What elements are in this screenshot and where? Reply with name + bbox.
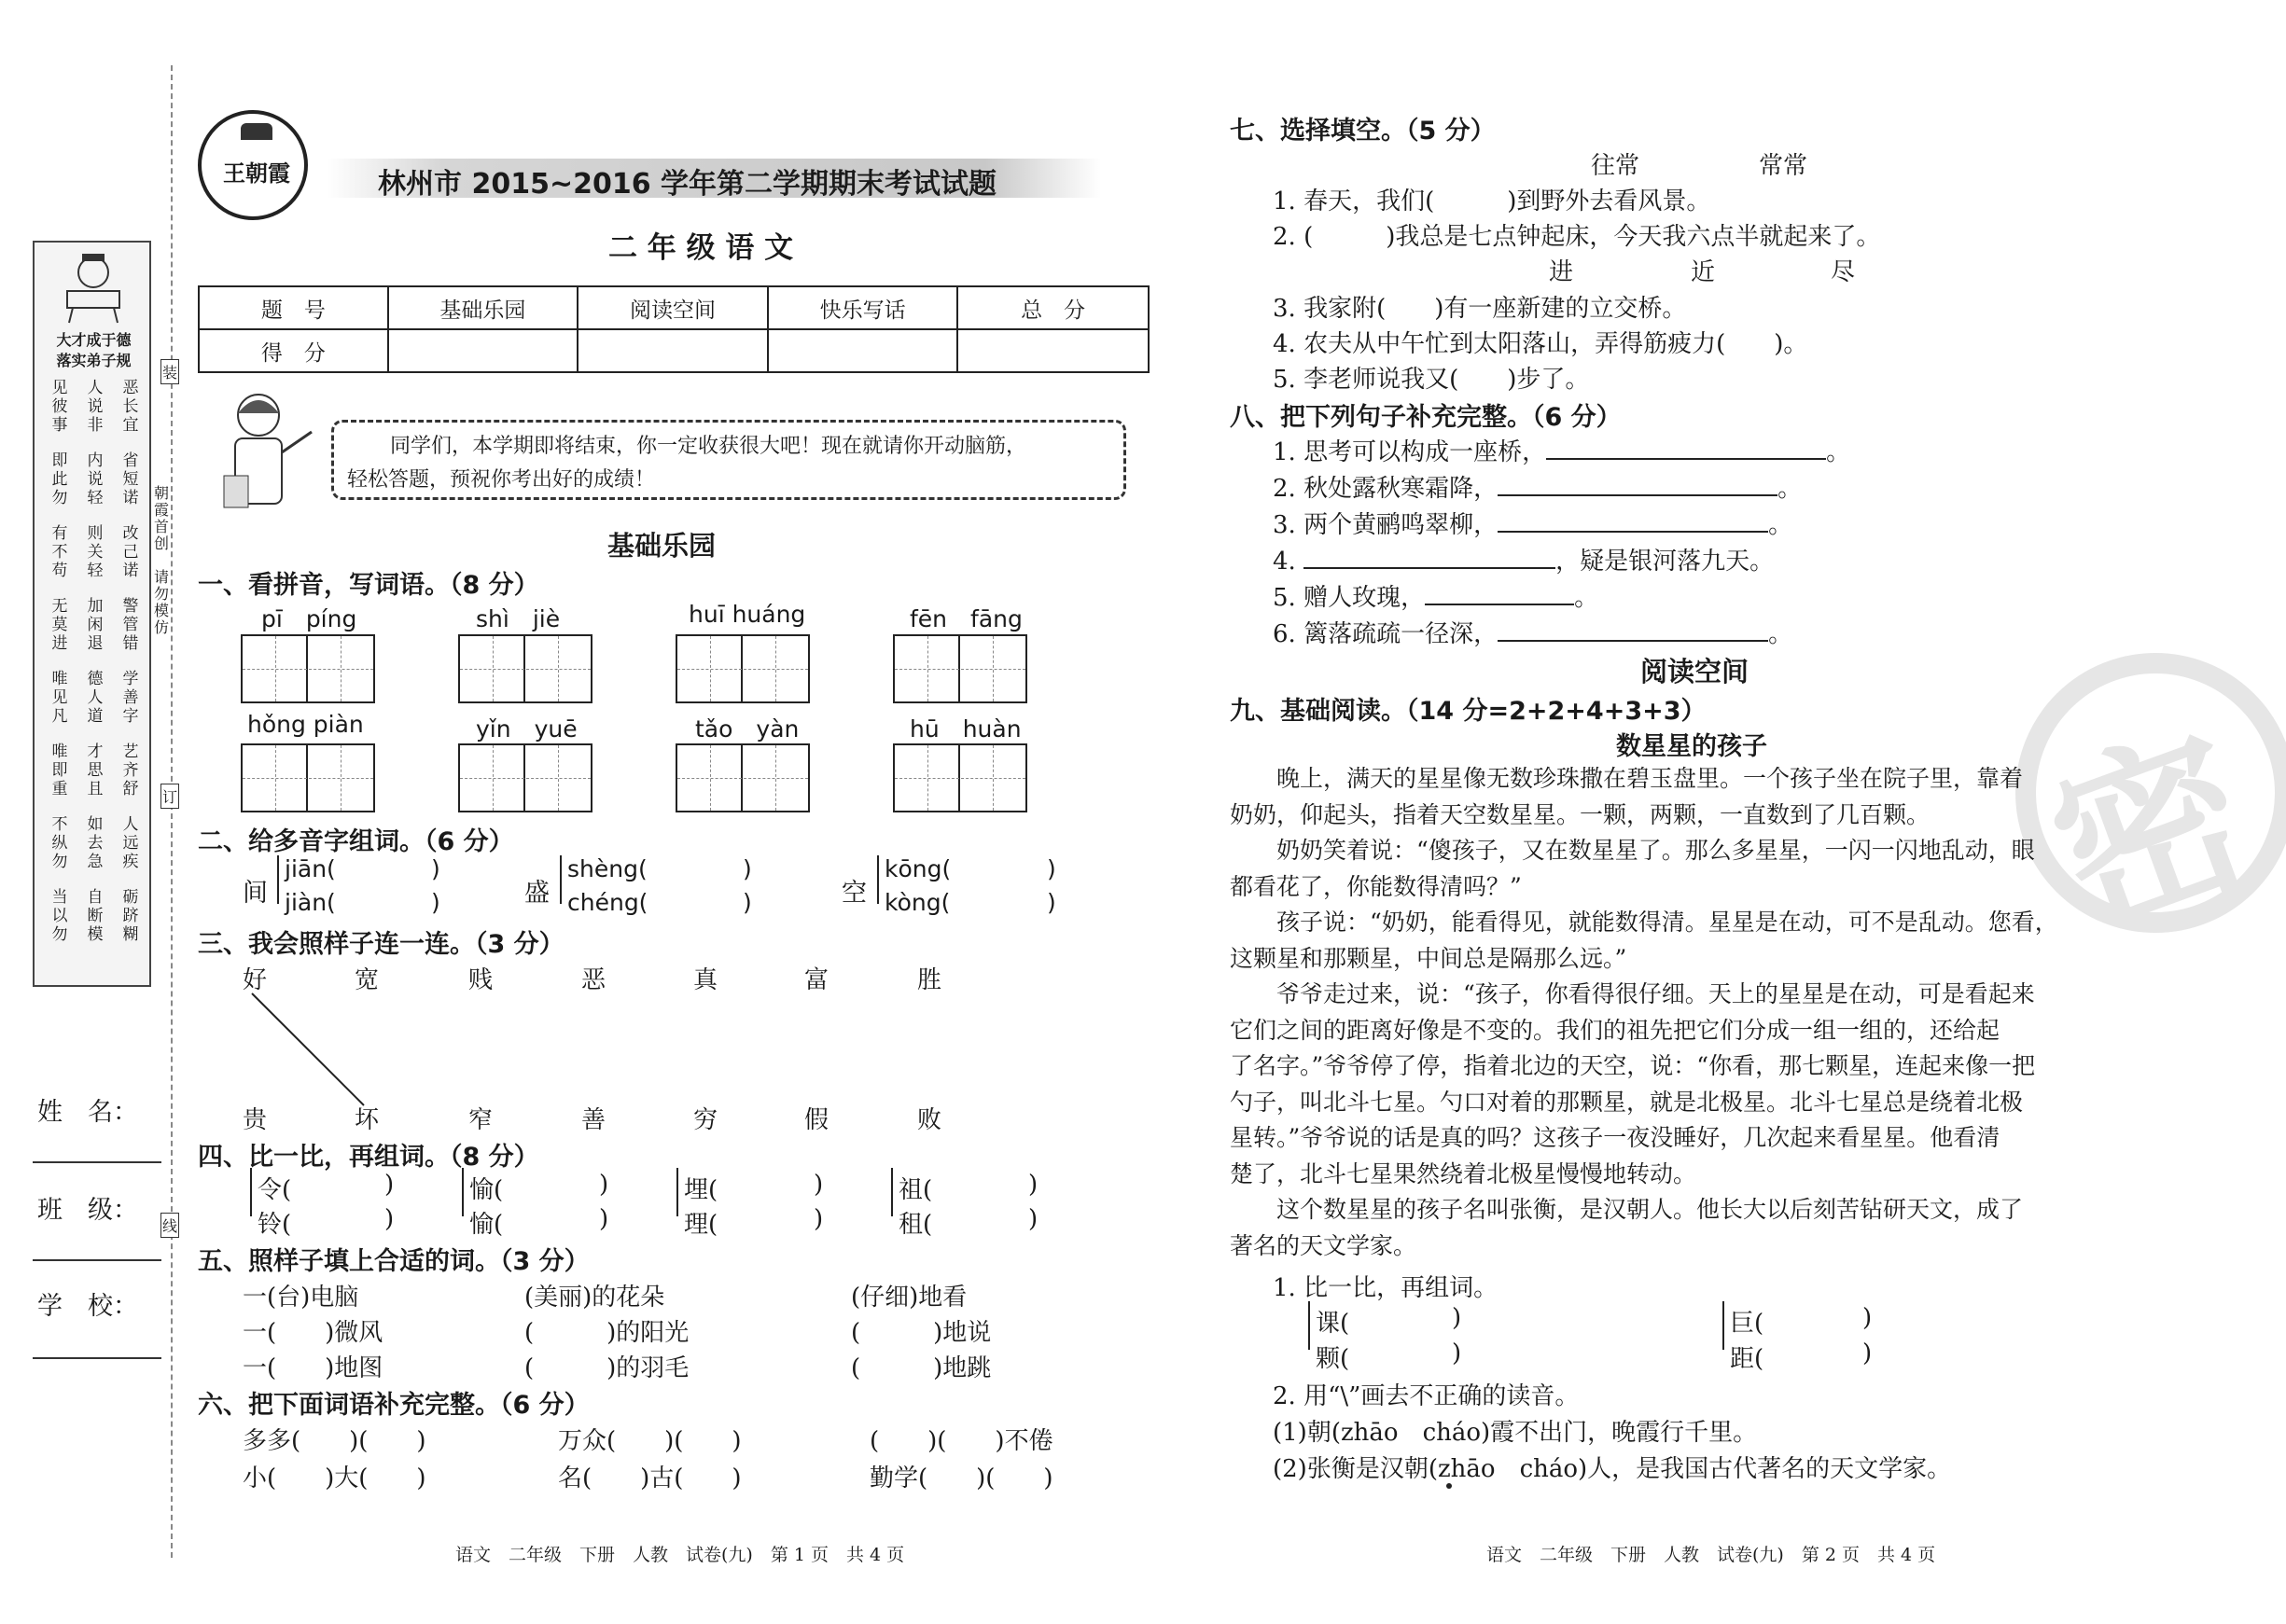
- q3-bottom-6: 假: [804, 1106, 829, 1134]
- motto-columns: [42, 379, 148, 961]
- q4-char-3a: 埋(: [684, 1176, 718, 1204]
- q1-writing-grid[interactable]: [676, 743, 810, 812]
- q5-r1c2: (美丽)的花朵: [524, 1284, 665, 1312]
- q9-brace: [1308, 1301, 1310, 1350]
- score-table: [198, 285, 1150, 373]
- q9-brace: [1722, 1301, 1724, 1350]
- motto-column: 才思且: [87, 743, 104, 798]
- q4-close: ): [814, 1171, 824, 1199]
- q4-close: ): [1028, 1205, 1038, 1233]
- class-field[interactable]: [33, 1259, 161, 1261]
- q8-item-2-text: 2. 秋处露秋寒霜降，: [1273, 475, 1498, 503]
- q8-blank[interactable]: [1303, 545, 1555, 569]
- q1-writing-grid[interactable]: [241, 743, 375, 812]
- motto-2: 落实弟子规: [56, 352, 132, 369]
- q1-pinyin-4: fēn fāng: [910, 605, 1023, 632]
- q8-item-5: [1273, 578, 1598, 613]
- sidebar-panel: [33, 241, 151, 987]
- motto-group: [42, 379, 148, 435]
- binding-mark-2: 订: [160, 784, 179, 809]
- story-line: 著名的天文学家。: [1230, 1231, 1417, 1259]
- q7-item-5: 5. 李老师说我又( )步了。: [1273, 366, 1590, 394]
- q1-pinyin-7: tǎo yàn: [695, 715, 800, 743]
- q2-py-3a: kōng(: [885, 855, 952, 882]
- q2-brace: [877, 855, 879, 904]
- story-line: 都看花了，你能数得清吗？”: [1230, 872, 1522, 900]
- q7-title: 七、选择填空。（5 分）: [1230, 117, 1496, 146]
- q2-py-2a-close: ): [743, 855, 752, 882]
- motto-column: 唯即重: [51, 743, 68, 798]
- intro-line-2: 轻松答题，预祝你考出好的成绩！: [347, 468, 656, 492]
- q1-pinyin-3: huī huáng: [689, 601, 806, 628]
- q6-r1c1: 多多( )( ): [243, 1427, 426, 1455]
- q4-char-4a: 祖(: [899, 1176, 933, 1204]
- name-label: 姓 名：: [37, 1098, 138, 1127]
- school-label: 学 校：: [37, 1292, 138, 1321]
- story-line: 了名字。”爷爷停了停，指着北边的天空，说：“你看，那七颗星，连起来像一把: [1230, 1052, 2036, 1079]
- motto-1: 大才成于德: [56, 331, 132, 349]
- q9-sub2: 2. 用“\”画去不正确的读音。: [1273, 1382, 1580, 1410]
- q9-close: ): [1862, 1339, 1873, 1367]
- story-line: 奶奶笑着说：“傻孩子，又在数星星了。那么多星星，一闪一闪地乱动，眼: [1230, 837, 2035, 864]
- q9-sub1: 1. 比一比，再组词。: [1273, 1274, 1498, 1302]
- q4-close: ): [599, 1205, 609, 1233]
- q2-py-3b: kòng(: [885, 889, 951, 916]
- q8-blank[interactable]: [1498, 508, 1768, 533]
- motto-group: [42, 670, 148, 726]
- q2-char-3: 空: [842, 879, 867, 908]
- q4-close: ): [384, 1205, 395, 1233]
- q2-py-3a-close: ): [1047, 855, 1056, 882]
- class-label: 班 级：: [37, 1196, 138, 1225]
- q1-writing-grid[interactable]: [458, 743, 592, 812]
- score-row-label: 得 分: [199, 329, 388, 372]
- q2-brace: [560, 855, 562, 904]
- footer-right: 语文 二年级 下册 人教 试卷(九) 第 2 页 共 4 页: [1486, 1545, 1936, 1565]
- name-field[interactable]: [33, 1161, 161, 1163]
- motto-column: 唯见凡: [51, 670, 68, 726]
- story-line: 它们之间的距离好像是不变的。我们的祖先把它们分成一组一组的，还给起: [1230, 1016, 2000, 1044]
- q2-char-2: 盛: [524, 879, 550, 908]
- q8-item-4-end: ，疑是银河落九天。: [1555, 548, 1775, 576]
- q8-item-5-end: 。: [1574, 584, 1599, 612]
- story-line: 孩子说：“奶奶，能看得见，就能数得清。星星是在动，可不是乱动。您看，: [1230, 909, 2058, 936]
- score-cell[interactable]: [768, 329, 958, 372]
- q8-item-2-end: 。: [1777, 475, 1803, 503]
- q7-item-2: 2. ( )我总是七点钟起床，今天我六点半就起来了。: [1273, 223, 1881, 251]
- q8-item-6: [1273, 615, 1792, 649]
- score-header-5: 总 分: [957, 286, 1149, 329]
- q3-title: 三、我会照样子连一连。（3 分）: [198, 930, 565, 959]
- story-line: 奶奶，仰起头，指着天空数星星。一颗，两颗，一直数到了几百颗。: [1230, 800, 1931, 828]
- motto-group: [42, 888, 148, 944]
- motto-column: 则关轻: [87, 524, 104, 580]
- q4-brace: [676, 1168, 678, 1216]
- footer-left: 语文 二年级 下册 人教 试卷(九) 第 1 页 共 4 页: [455, 1545, 905, 1565]
- q3-bottom-7: 败: [917, 1106, 942, 1134]
- q4-char-1a: 令(: [258, 1176, 292, 1204]
- sidebar-mascot: [58, 250, 129, 325]
- q1-pinyin-6: yǐn yuē: [476, 715, 578, 743]
- motto-column: 人远疾: [122, 815, 139, 871]
- motto-group: [42, 743, 148, 798]
- q7-item-1: 1. 春天，我们( )到野外去看风景。: [1273, 187, 1711, 215]
- q3-bottom-1: 贵: [243, 1106, 268, 1134]
- story-line: 晚上，满天的星星像无数珍珠撒在碧玉盘里。一个孩子坐在院子里，靠着: [1230, 765, 2024, 792]
- q2-py-3b-close: ): [1047, 889, 1056, 916]
- q6-r2c1: 小( )大( ): [243, 1464, 426, 1492]
- q6-r2c3: 勤学( )( ): [870, 1464, 1053, 1492]
- q2-brace: [277, 855, 279, 904]
- q9-sub1-char-4: 距(: [1730, 1345, 1764, 1373]
- q5-r2c1: 一( )微风: [243, 1319, 383, 1347]
- q4-title: 四、比一比，再组词。（8 分）: [198, 1143, 539, 1172]
- score-cell[interactable]: [388, 329, 578, 372]
- q1-pinyin-8: hū huàn: [910, 715, 1022, 743]
- logo-text: 王朝霞: [223, 160, 290, 187]
- motto-column: 不纵勿: [51, 815, 68, 871]
- story-title: 数星星的孩子: [1616, 732, 1767, 761]
- q7-word-4: 近: [1691, 258, 1716, 286]
- q9-close: ): [1452, 1339, 1462, 1367]
- q8-item-5-text: 5. 赠人玫瑰，: [1273, 584, 1426, 612]
- motto-column: 艺齐舒: [122, 743, 139, 798]
- q1-writing-grid[interactable]: [241, 634, 375, 703]
- q5-r3c2: ( )的羽毛: [524, 1354, 690, 1382]
- motto-column: 内说轻: [87, 451, 104, 507]
- q3-top-2: 宽: [355, 966, 380, 994]
- emphasis-dot: [1446, 1483, 1452, 1489]
- q2-char-1: 间: [243, 879, 268, 908]
- motto-column: 无莫进: [51, 597, 68, 653]
- q5-title: 五、照样子填上合适的词。（3 分）: [198, 1247, 590, 1276]
- q2-py-1b: jiàn(: [285, 889, 336, 916]
- q6-r1c3: ( )( )不倦: [870, 1427, 1053, 1455]
- q4-brace: [891, 1168, 893, 1216]
- motto-column: 砺跻糊: [122, 888, 139, 944]
- q8-item-1: [1273, 433, 1850, 467]
- q8-title: 八、把下列句子补充完整。（6 分）: [1230, 403, 1622, 432]
- q4-char-1b: 铃(: [258, 1211, 292, 1239]
- q5-r3c1: 一( )地图: [243, 1354, 383, 1382]
- exam-subtitle: 二 年 级 语 文: [608, 231, 794, 265]
- vertical-note-1: 朝霞首创: [154, 484, 170, 552]
- section-basic-title: 基础乐园: [607, 530, 717, 562]
- motto-group: [42, 524, 148, 580]
- motto-column: 改己诺: [122, 524, 139, 580]
- motto-column: 德人道: [87, 670, 104, 726]
- q8-item-1-text: 1. 思考可以构成一座桥，: [1273, 438, 1547, 466]
- section-reading-title: 阅读空间: [1640, 656, 1749, 687]
- score-header-2: 基础乐园: [388, 286, 578, 329]
- q8-blank[interactable]: [1498, 618, 1768, 642]
- binding-mark-3: 线: [160, 1213, 179, 1238]
- q1-pinyin-2: shì jiè: [476, 605, 561, 632]
- motto-column: 即此勿: [51, 451, 68, 507]
- q3-bottom-5: 穷: [693, 1106, 718, 1134]
- q8-item-3-end: 。: [1768, 511, 1793, 539]
- q9-close: ): [1452, 1304, 1462, 1332]
- q5-r2c2: ( )的阳光: [524, 1319, 690, 1347]
- score-cell[interactable]: [957, 329, 1149, 372]
- q7-word-3: 进: [1549, 258, 1574, 286]
- q7-word-1: 往常: [1591, 152, 1640, 180]
- intro-line-1: 同学们，本学期即将结束，你一定收获很大吧！现在就请你开动脑筋，: [390, 435, 1027, 458]
- story-line: 这颗星和那颗星，中间总是隔那么远。”: [1230, 944, 1627, 972]
- motto-column: 省短诺: [122, 451, 139, 507]
- score-header-4: 快乐写话: [768, 286, 958, 329]
- binding-line: [171, 65, 173, 1558]
- q8-blank[interactable]: [1546, 436, 1826, 460]
- q8-item-6-end: 。: [1768, 620, 1793, 648]
- q5-r2c3: ( )地说: [851, 1319, 992, 1347]
- motto-column: 有不苟: [51, 524, 68, 580]
- motto-column: 恶长宜: [122, 379, 139, 435]
- q4-close: ): [384, 1171, 395, 1199]
- intro-box: [331, 420, 1126, 500]
- q3-top-3: 贱: [468, 966, 494, 994]
- q3-top-4: 恶: [581, 966, 606, 994]
- q7-word-2: 常常: [1759, 152, 1808, 180]
- logo-badge: [198, 110, 308, 220]
- watermark-text: 密: [2027, 700, 2277, 969]
- score-header-3: 阅读空间: [578, 286, 768, 329]
- q1-writing-grid[interactable]: [893, 743, 1027, 812]
- motto-column: 加闲退: [87, 597, 104, 653]
- q8-item-2: [1273, 469, 1802, 504]
- school-field[interactable]: [33, 1357, 161, 1359]
- score-header-1: 题 号: [199, 286, 388, 329]
- q5-r1c3: (仔细)地看: [851, 1284, 968, 1312]
- q9-sub1-char-2: 颗(: [1316, 1345, 1350, 1373]
- q4-brace: [250, 1168, 252, 1216]
- q3-bottom-2: 坏: [355, 1106, 380, 1134]
- motto-group: [42, 597, 148, 653]
- motto-column: 当以勿: [51, 888, 68, 944]
- logo-crown-icon: [241, 123, 272, 140]
- motto-column: 如去急: [87, 815, 104, 871]
- story-line: 星转。”爷爷说的话是真的吗？这孩子一夜没睡好，几次起来看星星。他看清: [1230, 1124, 2000, 1151]
- q5-r3c3: ( )地跳: [851, 1354, 992, 1382]
- binding-mark-1: 装: [160, 359, 179, 384]
- q6-r1c2: 万众( )( ): [558, 1427, 742, 1455]
- vertical-note-2: 请勿模仿: [154, 568, 170, 636]
- q9-sub2-item-1: (1)朝(zhāo cháo)霞不出门，晚霞行千里。: [1273, 1419, 1758, 1447]
- q4-char-2b: 愉(: [469, 1211, 504, 1239]
- q8-item-1-end: 。: [1826, 438, 1851, 466]
- q2-py-2a: shèng(: [567, 855, 648, 882]
- q1-writing-grid[interactable]: [676, 634, 810, 703]
- q1-title: 一、看拼音，写词语。（8 分）: [198, 571, 539, 600]
- q1-pinyin-5: hǒng piàn: [247, 711, 364, 738]
- q8-blank[interactable]: [1498, 472, 1777, 496]
- q7-item-3: 3. 我家附( )有一座新建的立交桥。: [1273, 295, 1687, 323]
- q9-sub2-item-2: (2)张衡是汉朝(zhāo cháo)人，是我国古代著名的天文学家。: [1273, 1455, 1952, 1483]
- motto-column: 警管错: [122, 597, 139, 653]
- q2-py-1a: jiān(: [285, 855, 336, 882]
- q4-char-4b: 租(: [899, 1211, 933, 1239]
- q9-sub1-char-3: 巨(: [1730, 1310, 1764, 1338]
- q4-brace: [462, 1168, 464, 1216]
- q4-close: ): [599, 1171, 609, 1199]
- score-cell[interactable]: [578, 329, 768, 372]
- motto-group: [42, 815, 148, 871]
- q7-word-5: 尽: [1831, 258, 1856, 286]
- q4-char-2a: 愉(: [469, 1176, 504, 1204]
- q8-item-6-text: 6. 篱落疏疏一径深，: [1273, 620, 1498, 648]
- motto-column: 人说非: [87, 379, 104, 435]
- motto-group: [42, 451, 148, 507]
- q3-bottom-4: 善: [581, 1106, 606, 1134]
- q8-item-4: [1273, 542, 1774, 576]
- q1-writing-grid[interactable]: [458, 634, 592, 703]
- q1-pinyin-1: pī píng: [261, 605, 357, 632]
- q3-top-6: 富: [804, 966, 829, 994]
- q2-py-2b: chéng(: [567, 889, 648, 916]
- q6-r2c2: 名( )古( ): [558, 1464, 742, 1492]
- motto-column: 学善字: [122, 670, 139, 726]
- q2-py-1a-close: ): [431, 855, 440, 882]
- q9-title: 九、基础阅读。（14 分=2+2+4+3+3）: [1230, 697, 1707, 726]
- q3-top-1: 好: [243, 966, 268, 994]
- motto-column: 见彼事: [51, 379, 68, 435]
- q5-r1c1: 一(台)电脑: [243, 1284, 359, 1312]
- q8-item-4-text: 4.: [1273, 548, 1304, 576]
- q1-writing-grid[interactable]: [893, 634, 1027, 703]
- story-body: [1230, 761, 2181, 1264]
- q4-close: ): [1028, 1171, 1038, 1199]
- q8-item-3-text: 3. 两个黄鹂鸣翠柳，: [1273, 511, 1498, 539]
- q4-char-3b: 理(: [684, 1211, 718, 1239]
- q3-top-5: 真: [693, 966, 718, 994]
- story-line: 爷爷走过来，说：“孩子，你看得很仔细。天上的星星是在动，可是看起来: [1230, 980, 2035, 1007]
- q8-blank[interactable]: [1425, 581, 1574, 605]
- story-line: 楚了，北斗七星果然绕着北极星慢慢地转动。: [1230, 1159, 1697, 1187]
- q2-py-2b-close: ): [743, 889, 752, 916]
- q9-sub1-char-1: 课(: [1316, 1310, 1350, 1338]
- q9-close: ): [1862, 1304, 1873, 1332]
- exam-title: 林州市 2015~2016 学年第二学期期末考试试题: [378, 168, 997, 201]
- q4-close: ): [814, 1205, 824, 1233]
- q2-py-1b-close: ): [431, 889, 440, 916]
- q3-top-7: 胜: [917, 966, 942, 994]
- motto-column: 自断模: [87, 888, 104, 944]
- story-line: 这个数星星的孩子名叫张衡，是汉朝人。他长大以后刻苦钻研天文，成了: [1230, 1196, 2024, 1223]
- q3-bottom-3: 窄: [468, 1106, 494, 1134]
- q3-example-line: [243, 989, 383, 1110]
- q7-item-4: 4. 农夫从中午忙到太阳落山，弄得筋疲力( )。: [1273, 330, 1808, 358]
- teacher-illustration: [207, 387, 319, 518]
- q2-title: 二、给多音字组词。（6 分）: [198, 827, 514, 856]
- q8-item-3: [1273, 506, 1792, 540]
- q6-title: 六、把下面词语补充完整。（6 分）: [198, 1391, 590, 1420]
- story-line: 勺子，叫北斗七星。勺口对着的那颗星，就是北极星。北斗七星总是绕着北极: [1230, 1088, 2024, 1116]
